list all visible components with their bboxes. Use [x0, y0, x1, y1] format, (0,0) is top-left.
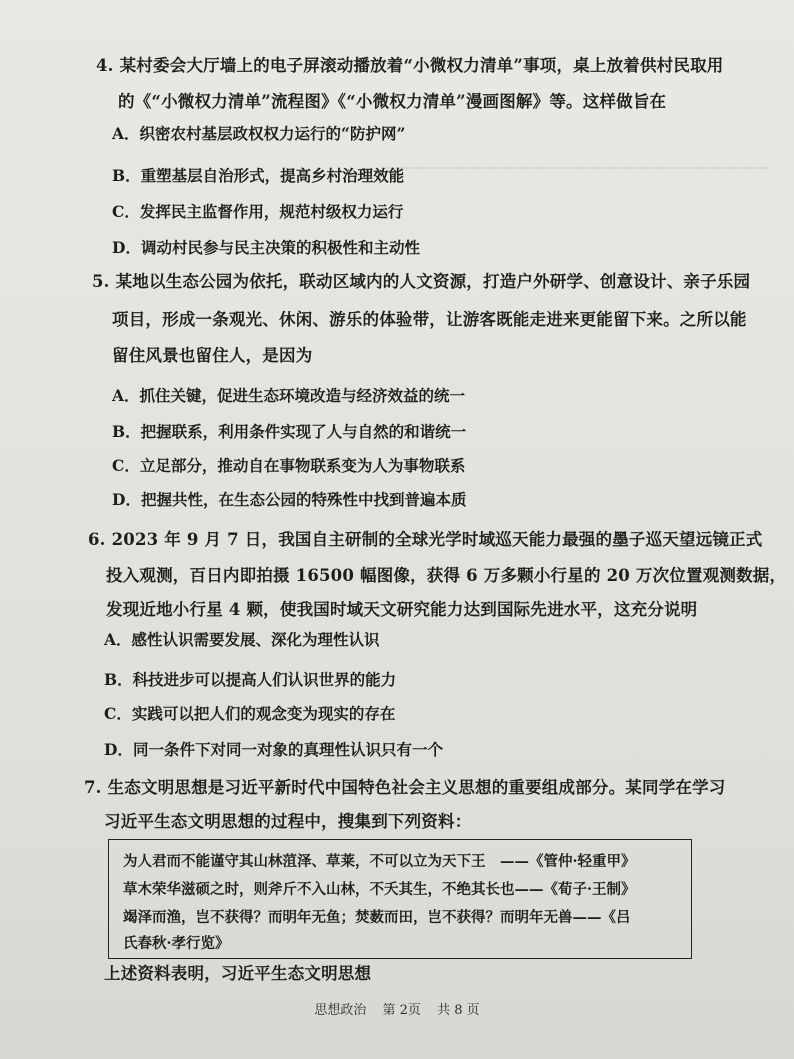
- option-a: A．织密农村基层政权权力运行的“防护网”: [112, 124, 406, 143]
- question-number: 4.: [96, 56, 114, 75]
- option-b: B．把握联系，利用条件实现了人与自然的和谐统一: [112, 422, 467, 441]
- footer-total: 共 8 页: [437, 1003, 480, 1018]
- source-material-box: [108, 839, 692, 959]
- quote-line: 氏春秋·孝行览》: [123, 935, 230, 952]
- quote-line: 草木荣华滋硕之时，则斧斤不入山林，不夭其生，不绝其长也——《荀子·王制》: [123, 881, 636, 898]
- question-stem-line: 某地以生态公园为依托，联动区域内的人文资源，打造户外研学、创意设计、亲子乐园: [115, 272, 751, 291]
- footer-subject: 思想政治: [314, 1003, 367, 1018]
- question-7-line-1: [84, 774, 726, 798]
- question-6-line-1: [88, 526, 763, 550]
- option-a: A．感性认识需要发展、深化为理性认识: [104, 630, 380, 649]
- question-5-line-3: 留住风景也留住人，是因为: [112, 346, 313, 365]
- option-c: C．发挥民主监督作用，规范村级权力运行: [112, 202, 404, 221]
- option-a: A．抓住关键，促进生态环境改造与经济效益的统一: [112, 386, 466, 405]
- page-footer: [0, 999, 794, 1018]
- question-6-line-2: 投入观测，百日内即拍摄 16500 幅图像，获得 6 万多颗小行星的 20 万次位置观测数据，: [106, 566, 787, 585]
- question-4-line-1: [96, 52, 723, 76]
- option-d: D．把握共性，在生态公园的特殊性中找到普遍本质: [112, 490, 467, 509]
- option-d: D．同一条件下对同一对象的真理性认识只有一个: [104, 740, 443, 759]
- question-number: 5.: [92, 272, 110, 291]
- question-5-line-1: [92, 268, 750, 292]
- question-stem-line: 某村委会大厅墙上的电子屏滚动播放着“小微权力清单”事项，桌上放着供村民取用: [119, 56, 724, 75]
- question-4-line-2: 的《“小微权力清单”流程图》《“小微权力清单”漫画图解》等。这样做旨在: [118, 92, 667, 111]
- question-stem-line: 生态文明思想是习近平新时代中国特色社会主义思想的重要组成部分。某同学在学习: [107, 778, 726, 797]
- question-6-line-3: 发现近地小行星 4 颗，使我国时域天文研究能力达到国际先进水平，这充分说明: [106, 600, 698, 619]
- option-b: B．科技进步可以提高人们认识世界的能力: [104, 670, 397, 689]
- footer-page: 第 2页: [382, 1003, 421, 1018]
- question-7-tail: 上述资料表明，习近平生态文明思想: [104, 964, 372, 983]
- quote-line: 竭泽而渔，岂不获得？而明年无鱼；焚薮而田，岂不获得？而明年无兽——《吕: [123, 909, 631, 926]
- option-c: C．实践可以把人们的观念变为现实的存在: [104, 704, 396, 723]
- quote-line: 为人君而不能谨守其山林菹泽、草莱，不可以立为天下王 ——《管仲·轻重甲》: [123, 853, 636, 870]
- option-c: C．立足部分，推动自在事物联系变为人为事物联系: [112, 456, 466, 475]
- question-number: 6.: [88, 530, 106, 549]
- bleed-through-texture: ——————————————————————————: [380, 158, 770, 176]
- question-stem-line: 2023 年 9 月 7 日，我国自主研制的全球光学时域巡天能力最强的墨子巡天望远镜正式: [111, 530, 763, 549]
- option-b: B．重塑基层自治形式，提高乡村治理效能: [112, 166, 405, 185]
- question-7-line-2: 习近平生态文明思想的过程中，搜集到下列资料：: [104, 812, 472, 831]
- option-d: D．调动村民参与民主决策的积极性和主动性: [112, 238, 420, 257]
- question-number: 7.: [84, 778, 102, 797]
- question-5-line-2: 项目，形成一条观光、休闲、游乐的体验带，让游客既能走进来更能留下来。之所以能: [112, 310, 747, 329]
